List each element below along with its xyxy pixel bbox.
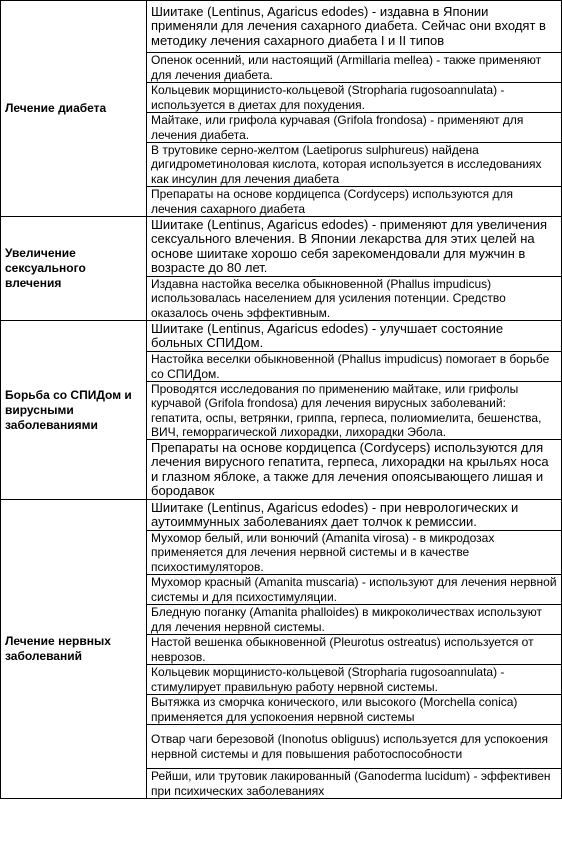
- remedy-entry: Настой вешенка обыкновенной (Pleurotus ostreatus) используется от неврозов.: [147, 635, 562, 665]
- remedy-entry: Препараты на основе кордицепса (Cordyceps) используются для лечения вирусного гепатита, герпеса, лихорадки на крыльях носа и глазном яблоке, а также для лечения опоясывающего лишая и бородавок: [147, 440, 562, 500]
- table-body: [1, 1, 562, 799]
- section-title: Лечение диабета: [1, 1, 147, 217]
- remedy-entry: Опенок осенний, или настоящий (Armillaria mellea) - также применяют для лечения диабета.: [147, 53, 562, 83]
- remedy-entry: Вытяжка из сморчка конического, или высокого (Morchella conica) применяется для успокоения нервной системы: [147, 695, 562, 725]
- remedy-entry: Настойка веселки обыкновенной (Phallus impudicus) помогает в борьбе со СПИДом.: [147, 352, 562, 382]
- remedy-entry: Бледную поганку (Amanita phalloides) в микроколичествах используют для лечения нервной системы.: [147, 605, 562, 635]
- table-row: [1, 217, 562, 277]
- table-row: [1, 500, 562, 531]
- remedy-entry: Проводятся исследования по применению майтаке, или грифолы курчавой (Grifola frondosa) для лечения вирусных заболеваний: гепатита, оспы, ветрянки, гриппа, герпеса, полиомиелита, бешенства, ВИЧ, геморрагической лихорадки, лихорадки Эбола.: [147, 382, 562, 440]
- section-title: Лечение нервных заболеваний: [1, 500, 147, 799]
- remedy-entry: Рейши, или трутовик лакированный (Ganoderma lucidum) - эффективен при психических заболеваниях: [147, 769, 562, 799]
- remedy-entry: Мухомор белый, или вонючий (Amanita virosa) - в микродозах применяется для лечения нервной системы и в качестве психостимуляторов.: [147, 531, 562, 575]
- remedy-entry: Майтаке, или грифола курчавая (Grifola frondosa) - применяют для лечения диабета.: [147, 113, 562, 143]
- table-row: [1, 1, 562, 53]
- remedy-entry: Препараты на основе кордицепса (Cordyceps) используются для лечения сахарного диабета: [147, 187, 562, 217]
- section-title: Увеличение сексуального влечения: [1, 217, 147, 321]
- remedy-entry: Отвар чаги березовой (Inonotus obliguus) используется для успокоения нервной системы и для повышения работоспособности: [147, 725, 562, 769]
- remedy-entry: Издавна настойка веселка обыкновенной (Phallus impudicus) использовалась населением для усиления потенции. Средство оказалось очень эффективным.: [147, 277, 562, 321]
- remedy-entry: Шиитаке (Lentinus, Agaricus edodes) - при неврологических и аутоиммунных заболеваниях дает толчок к ремиссии.: [147, 500, 562, 531]
- remedy-entry: Кольцевик морщинисто-кольцевой (Stropharia rugosoannulata) - стимулирует правильную работу нервной системы.: [147, 665, 562, 695]
- table-row: [1, 321, 562, 352]
- remedy-entry: Шиитаке (Lentinus, Agaricus edodes) - издавна в Японии применяли для лечения сахарного диабета. Сейчас они входят в методику лечения сахарного диабета I и II типов: [147, 1, 562, 53]
- remedy-entry: Шиитаке (Lentinus, Agaricus edodes) - улучшает состояние больных СПИДом.: [147, 321, 562, 352]
- remedy-entry: В трутовике серно-желтом (Laetiporus sulphureus) найдена дигидрометиноловая кислота, которая используется в исследованиях как инсулин для лечения диабета: [147, 143, 562, 187]
- remedy-entry: Кольцевик морщинисто-кольцевой (Stropharia rugosoannulata) - используется в диетах для похудения.: [147, 83, 562, 113]
- section-title: Борьба со СПИДом и вирусными заболеваниями: [1, 321, 147, 500]
- remedy-entry: Мухомор красный (Amanita muscaria) - используют для лечения нервной системы и для психостимуляции.: [147, 575, 562, 605]
- remedy-entry: Шиитаке (Lentinus, Agaricus edodes) - применяют для увеличения сексуального влечения. В Японии лекарства для этих целей на основе шиитаке хорошо себя зарекомендовали для мужчин в возрасте до 80 лет.: [147, 217, 562, 277]
